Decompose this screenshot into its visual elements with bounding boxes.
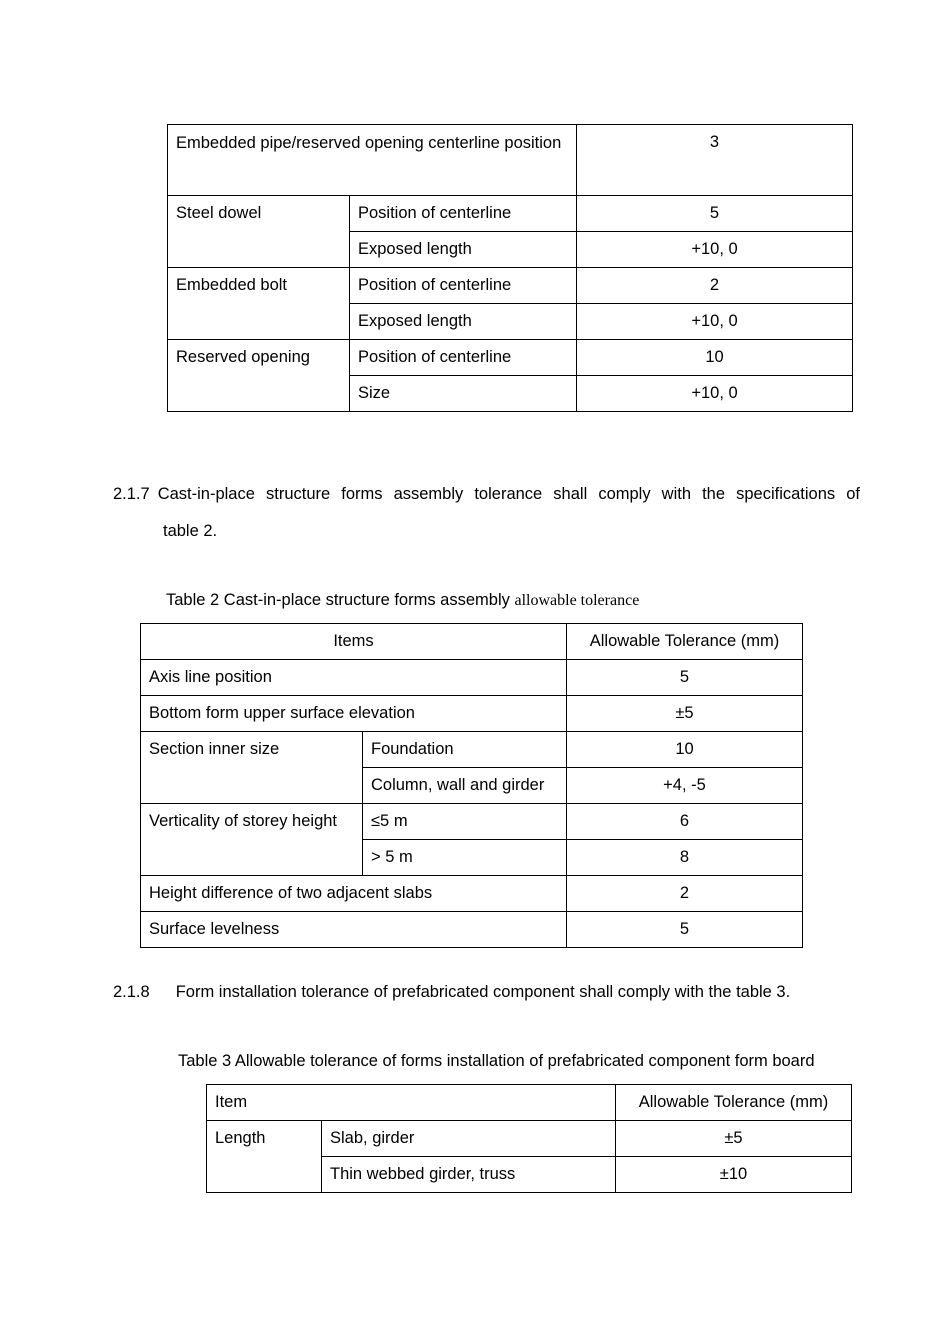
table-cell: Axis line position: [141, 660, 567, 696]
table-cell: Embedded pipe/reserved opening centerline position: [168, 125, 577, 196]
table-header: Item: [207, 1085, 616, 1121]
section-text: Form installation tolerance of prefabricated component shall comply with the table 3.: [175, 983, 791, 1001]
table-cell: Length: [207, 1121, 322, 1193]
table-cell: Column, wall and girder: [363, 768, 567, 804]
table-cell: Exposed length: [350, 232, 577, 268]
table-cell: 3: [577, 125, 853, 196]
table-cell: 5: [567, 912, 803, 948]
section-number: 2.1.7: [113, 485, 150, 503]
table-cell: 6: [567, 804, 803, 840]
table-cell: Position of centerline: [350, 196, 577, 232]
table-cell: Foundation: [363, 732, 567, 768]
table-2-caption: [166, 591, 639, 610]
table-row: [207, 1121, 852, 1157]
table-cell: Verticality of storey height: [141, 804, 363, 876]
table-cell: Slab, girder: [322, 1121, 616, 1157]
table-cell: Position of centerline: [350, 268, 577, 304]
table-header: Allowable Tolerance (mm): [567, 624, 803, 660]
table-cell: Bottom form upper surface elevation: [141, 696, 567, 732]
table-1: [167, 124, 853, 412]
table-cell: +10, 0: [577, 376, 853, 412]
section-2-1-7: [113, 476, 860, 550]
table-row: [168, 196, 853, 232]
table-2: [140, 623, 803, 948]
table-cell: Thin webbed girder, truss: [322, 1157, 616, 1193]
section-text: Cast-in-place structure forms assembly tolerance shall comply with the specifications of: [157, 485, 860, 503]
section-2-1-8: [113, 974, 790, 1011]
table-header: Allowable Tolerance (mm): [616, 1085, 852, 1121]
table-row: [168, 268, 853, 304]
table-cell: ≤5 m: [363, 804, 567, 840]
table-row: [168, 125, 853, 196]
table-header-row: [141, 624, 803, 660]
table-cell: Reserved opening: [168, 340, 350, 412]
table-cell: > 5 m: [363, 840, 567, 876]
table-row: [141, 732, 803, 768]
table-cell: 8: [567, 840, 803, 876]
section-number: 2.1.8: [113, 983, 150, 1001]
table-header: Items: [141, 624, 567, 660]
table-cell: 10: [567, 732, 803, 768]
section-line-1: [113, 476, 860, 513]
table-row: [141, 912, 803, 948]
table-3-caption: Table 3 Allowable tolerance of forms installation of prefabricated component form board: [178, 1052, 815, 1070]
caption-text: Table 2 Cast-in-place structure forms assembly: [166, 591, 515, 609]
table-row: [141, 876, 803, 912]
table-cell: 2: [577, 268, 853, 304]
table-cell: +10, 0: [577, 232, 853, 268]
table-cell: Steel dowel: [168, 196, 350, 268]
table-cell: +10, 0: [577, 304, 853, 340]
table-cell: Exposed length: [350, 304, 577, 340]
table-cell: Position of centerline: [350, 340, 577, 376]
table-cell: Section inner size: [141, 732, 363, 804]
table-cell: 5: [567, 660, 803, 696]
table-3: [206, 1084, 852, 1193]
table-cell: ±10: [616, 1157, 852, 1193]
table-row: [141, 696, 803, 732]
table-cell: Surface levelness: [141, 912, 567, 948]
table-cell: 5: [577, 196, 853, 232]
table-cell: Height difference of two adjacent slabs: [141, 876, 567, 912]
table-cell: Embedded bolt: [168, 268, 350, 340]
table-row: [168, 340, 853, 376]
caption-serif-text: allowable tolerance: [514, 592, 640, 609]
table-row: [141, 804, 803, 840]
table-cell: ±5: [567, 696, 803, 732]
table-row: [141, 660, 803, 696]
table-cell: ±5: [616, 1121, 852, 1157]
table-cell: Size: [350, 376, 577, 412]
table-header-row: [207, 1085, 852, 1121]
table-cell: 10: [577, 340, 853, 376]
table-cell: 2: [567, 876, 803, 912]
section-line-2: table 2.: [163, 522, 218, 540]
table-cell: +4, -5: [567, 768, 803, 804]
